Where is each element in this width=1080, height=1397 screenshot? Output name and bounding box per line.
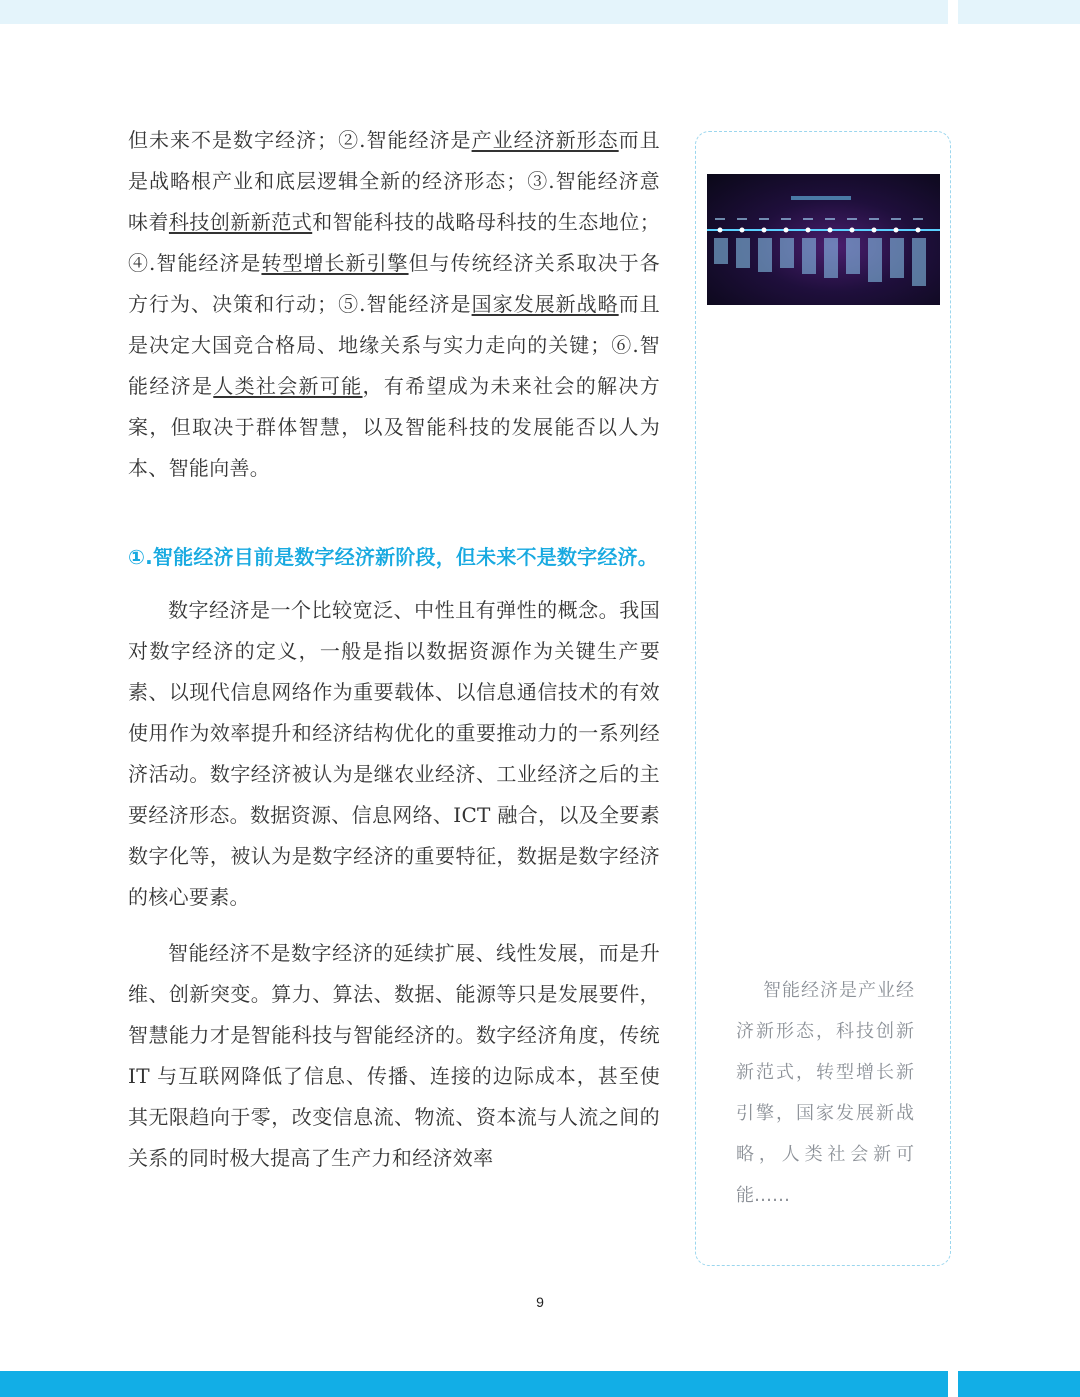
spacer bbox=[128, 918, 660, 933]
top-decorative-bar bbox=[0, 0, 948, 24]
underlined-key-phrase: 人类社会新可能 bbox=[213, 374, 363, 398]
bottom-decorative-bar-right bbox=[958, 1371, 1080, 1397]
spacer bbox=[128, 489, 660, 539]
page-number: 9 bbox=[536, 1294, 544, 1310]
text-segment: 和智能科技的战略母科技的生态地位；④.智能经济是 bbox=[128, 210, 660, 275]
main-text-column bbox=[128, 120, 660, 1179]
spacer bbox=[128, 575, 660, 590]
text-segment: 但未来不是数字经济；②.智能经济是 bbox=[128, 128, 472, 152]
timeline-title-mark bbox=[791, 196, 851, 200]
underlined-key-phrase: 国家发展新战略 bbox=[471, 292, 619, 316]
timeline-infographic-image bbox=[707, 174, 940, 305]
timeline-graphic bbox=[707, 174, 940, 305]
underlined-key-phrase: 产业经济新形态 bbox=[471, 128, 619, 152]
bottom-decorative-bar bbox=[0, 1371, 948, 1397]
section-heading: ①.智能经济目前是数字经济新阶段，但未来不是数字经济。 bbox=[128, 545, 658, 569]
text-segment: 而且是战略根产业和底层逻辑全新的经济形态；③.智能经济意味着 bbox=[128, 128, 660, 234]
text-segment: 但与传统经济关系取决于各方行为、决策和行动；⑤.智能经济是 bbox=[128, 251, 660, 316]
intro-paragraph bbox=[128, 120, 660, 489]
underlined-key-phrase: 科技创新新范式 bbox=[168, 210, 313, 234]
paragraph-digital-economy: 数字经济是一个比较宽泛、中性且有弹性的概念。我国对数字经济的定义，一般是指以数据资源作为关键生产要素、以现代信息网络作为重要载体、以信息通信技术的有效使用作为效率提升和经济结构优化的重要推动力的一系列经济活动。数字经济被认为是继农业经济、工业经济之后的主要经济形态。数据资源、信息网络、ICT 融合，以及全要素数字化等，被认为是数字经济的重要特征，数据是数字经济的核心要素。 bbox=[128, 598, 660, 909]
timeline-date-labels bbox=[715, 218, 923, 220]
paragraph-intelligent-economy: 智能经济不是数字经济的延续扩展、线性发展，而是升维、创新突变。算力、算法、数据、能源等只是发展要件，智慧能力才是智能科技与智能经济的。数字经济角度，传统 IT 与互联网降低了信息、传播、连接的边际成本，甚至使其无限趋向于零，改变信息流、物流、资本流与人流之间的关系的同时极大提高了生产力和经济效率 bbox=[128, 941, 660, 1170]
sidebar-quote: 智能经济是产业经济新形态，科技创新新范式，转型增长新引擎，国家发展新战略，人类社会新可能…… bbox=[736, 980, 914, 1206]
sidebar-card bbox=[695, 131, 951, 1266]
timeline-text-blocks bbox=[714, 238, 926, 286]
top-decorative-bar-right bbox=[958, 0, 1080, 24]
text-segment: 而且是决定大国竞合格局、地缘关系与实力走向的关键；⑥.智能经济是 bbox=[128, 292, 660, 398]
underlined-key-phrase: 转型增长新引擎 bbox=[261, 251, 409, 275]
text-segment: ，有希望成为未来社会的解决方案，但取决于群体智慧，以及智能科技的发展能否以人为本、智能向善。 bbox=[128, 374, 660, 480]
